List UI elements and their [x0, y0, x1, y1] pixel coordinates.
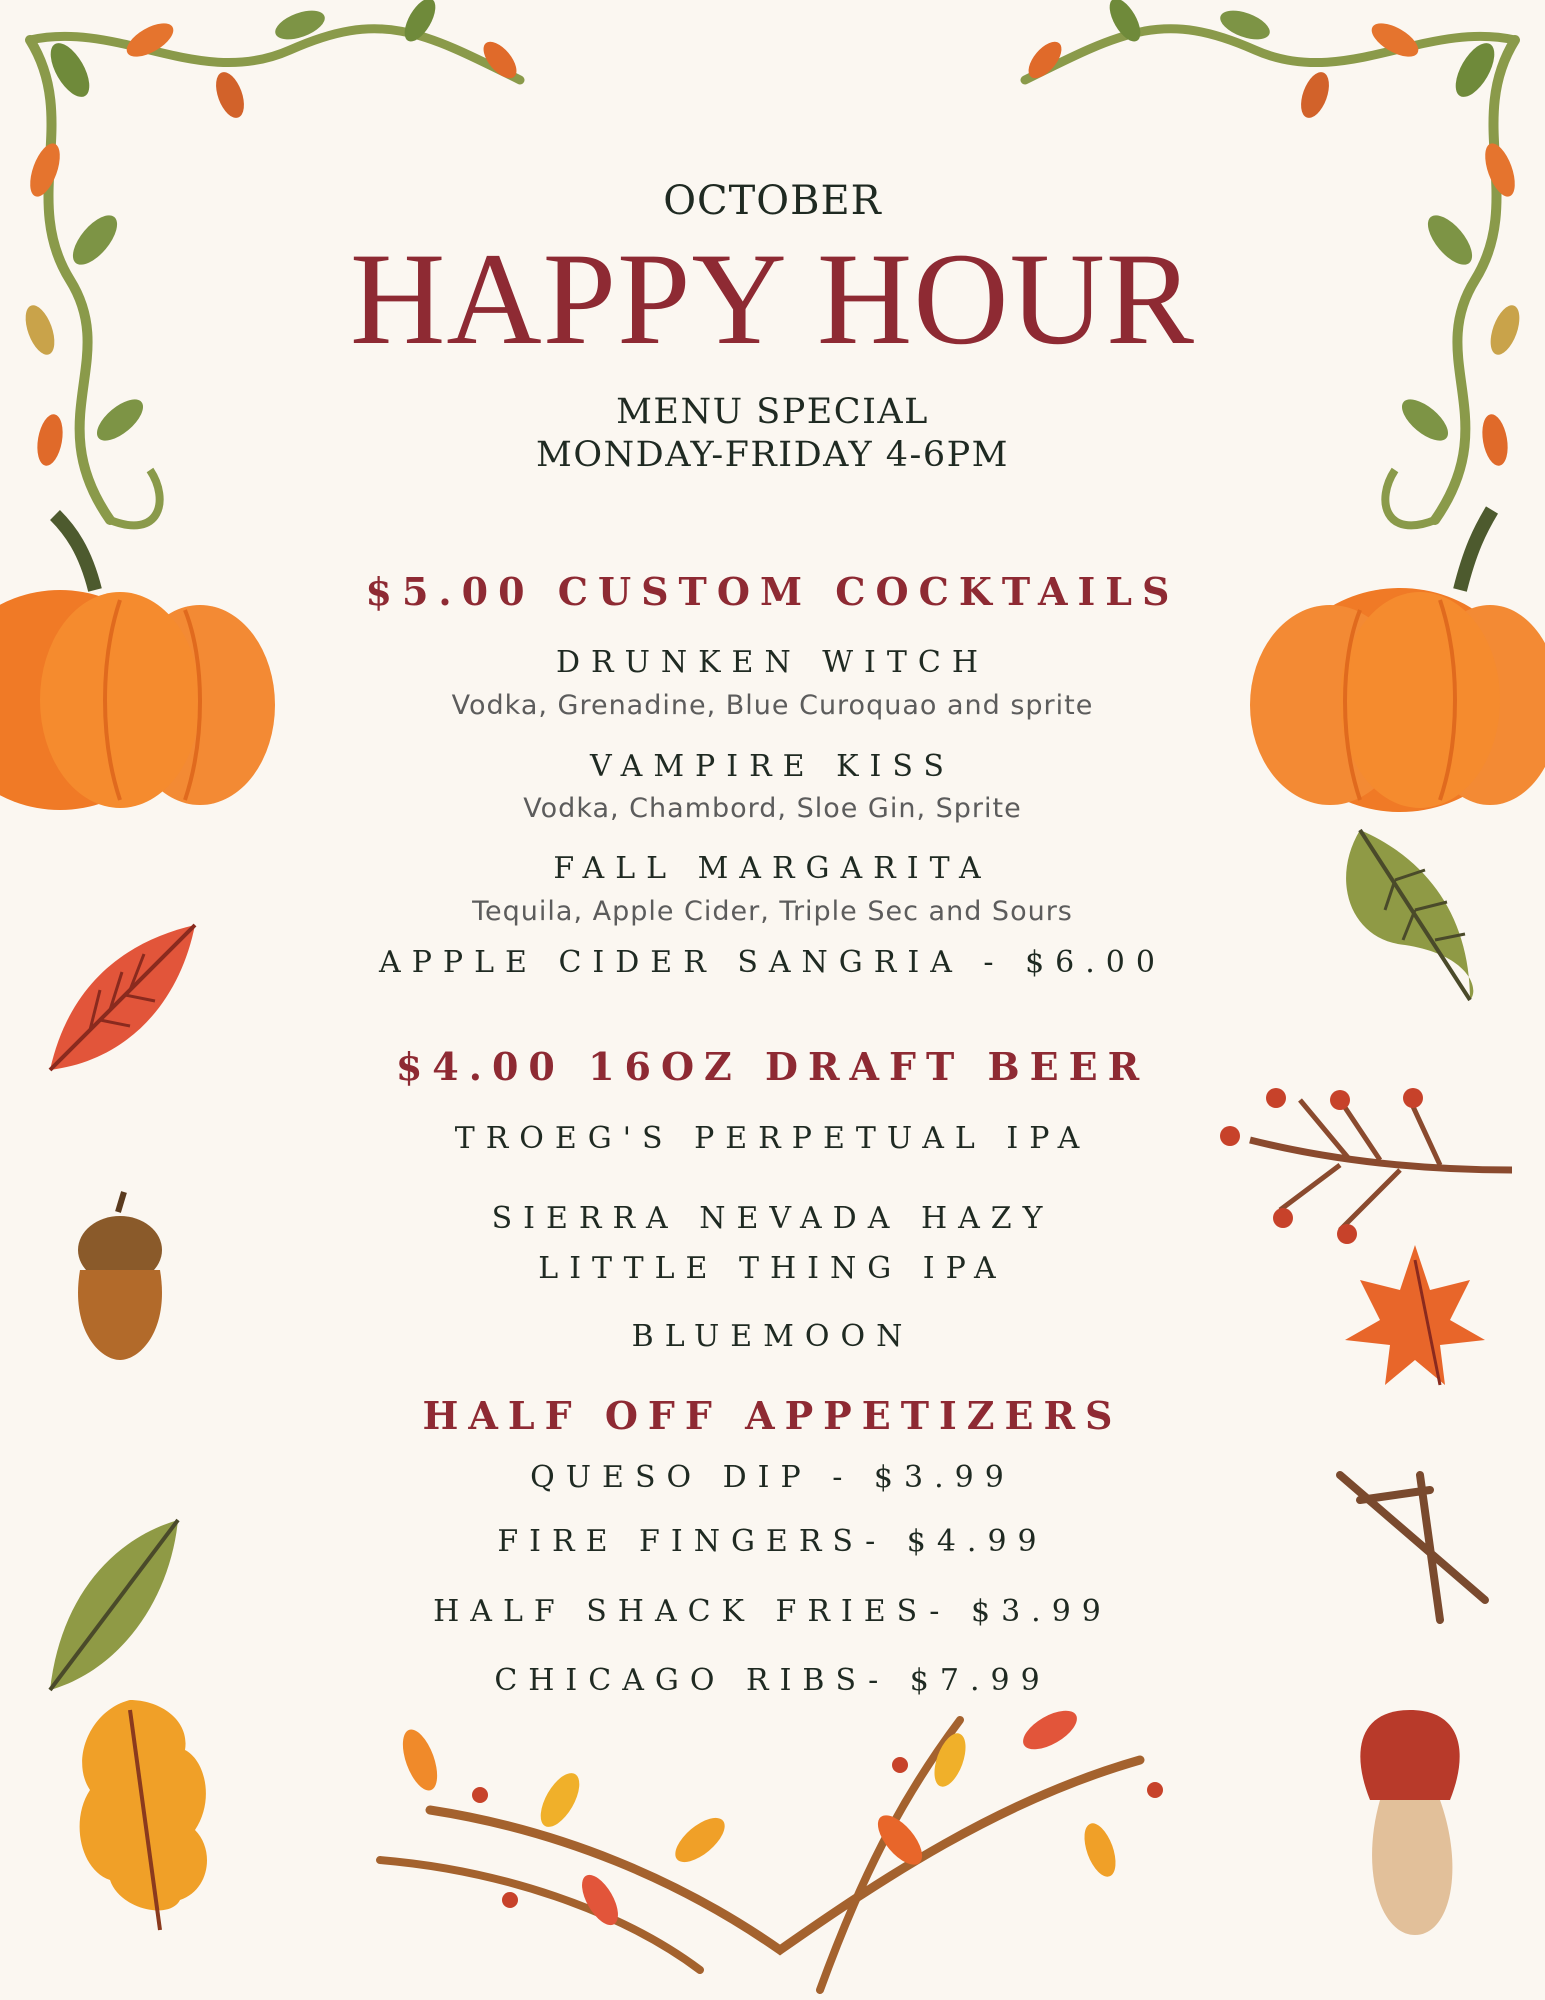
- cocktails-heading: $5.00 CUSTOM COCKTAILS: [365, 569, 1180, 614]
- beer-item: SIERRA NEVADA HAZY: [491, 1201, 1054, 1236]
- beer-heading: $4.00 16OZ DRAFT BEER: [395, 1044, 1150, 1089]
- appetizer-item: QUESO DIP - $3.99: [530, 1460, 1015, 1495]
- cocktail-item-desc: Vodka, Grenadine, Blue Curoquao and sprite: [451, 690, 1094, 721]
- cocktail-item-desc: Vodka, Chambord, Sloe Gin, Sprite: [523, 793, 1022, 824]
- subtitle-menu-special: MENU SPECIAL: [616, 392, 929, 432]
- page-title: HAPPY HOUR: [350, 225, 1195, 372]
- appetizers-heading: HALF OFF APPETIZERS: [422, 1393, 1123, 1438]
- autumn-branch-icon: [380, 1703, 1163, 1990]
- beer-item: BLUEMOON: [631, 1319, 914, 1354]
- month-label: OCTOBER: [663, 178, 882, 224]
- cocktail-extra-item: APPLE CIDER SANGRIA - $6.00: [379, 945, 1166, 980]
- beer-item: TROEG'S PERPETUAL IPA: [454, 1121, 1091, 1156]
- appetizer-item: CHICAGO RIBS- $7.99: [494, 1663, 1051, 1698]
- oak-leaf-icon: [80, 1700, 207, 1930]
- cocktail-item-name: FALL MARGARITA: [553, 851, 992, 886]
- appetizer-item: FIRE FINGERS- $4.99: [497, 1524, 1048, 1559]
- beer-item: LITTLE THING IPA: [538, 1251, 1007, 1286]
- mushroom-icon: [1360, 1710, 1459, 1935]
- appetizer-item: HALF SHACK FRIES- $3.99: [433, 1594, 1112, 1629]
- cocktail-item-desc: Tequila, Apple Cider, Triple Sec and Sours: [472, 896, 1073, 927]
- cocktail-item-name: VAMPIRE KISS: [590, 749, 955, 784]
- cocktail-item-name: DRUNKEN WITCH: [555, 645, 990, 680]
- subtitle-hours: MONDAY-FRIDAY 4-6PM: [535, 435, 1010, 475]
